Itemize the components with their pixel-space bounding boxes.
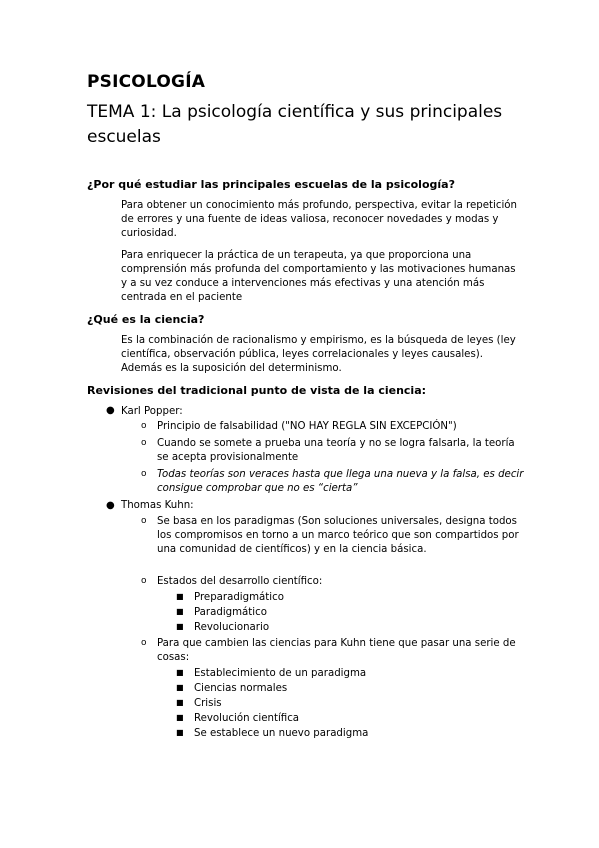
bullet-square-icon: ■ xyxy=(176,728,184,737)
paragraph-why-study-2: Para enriquecer la práctica de un terapeuta, ya que proporciona una comprensión más profunda del comportamiento y las motivaciones humanas y a su vez conduce a intervenciones más efectivas y una atención más centrada en el paciente xyxy=(121,250,516,303)
list-item-kuhn-3: Para que cambien las ciencias para Kuhn tiene que pasar una serie de cosas: xyxy=(157,638,516,663)
list-item-popper-2: Cuando se somete a prueba una teoría y no se logra falsarla, la teoría se acepta provisionalmente xyxy=(157,438,515,463)
list-item-popper: Karl Popper: xyxy=(121,406,183,417)
list-item-kuhn: Thomas Kuhn: xyxy=(121,500,194,511)
bullet-disc-icon: ● xyxy=(106,405,115,416)
bullet-circle-icon: o xyxy=(141,576,147,586)
paragraph-what-is-science: Es la combinación de racionalismo y empirismo, es la búsqueda de leyes (ley científica, observación pública, leyes correlacionales y leyes causales). Además es la suposición del determinismo. xyxy=(121,335,516,374)
bullet-square-icon: ■ xyxy=(176,683,184,692)
bullet-square-icon: ■ xyxy=(176,698,184,707)
list-item-kuhn-1: Se basa en los paradigmas (Son soluciones universales, designa todos los compromisos en torno a un marco teórico que son compartidos por una comunidad de científicos) y en la ciencia básica. xyxy=(157,516,519,555)
section-heading-revisions: Revisiones del tradicional punto de vista de la ciencia: xyxy=(87,384,427,397)
bullet-circle-icon: o xyxy=(141,469,147,479)
bullet-square-icon: ■ xyxy=(176,713,184,722)
bullet-circle-icon: o xyxy=(141,638,147,648)
bullet-square-icon: ■ xyxy=(176,592,184,601)
list-item-popper-1: Principio de falsabilidad ("NO HAY REGLA SIN EXCEPCIÓN") xyxy=(157,421,457,432)
list-item-step: Se establece un nuevo paradigma xyxy=(194,728,369,739)
list-item-stage: Revolucionario xyxy=(194,622,270,633)
bullet-disc-icon: ● xyxy=(106,500,115,511)
list-item-step: Crisis xyxy=(194,698,222,709)
document-title: PSICOLOGÍA xyxy=(87,72,206,92)
section-heading-why-study: ¿Por qué estudiar las principales escuelas de la psicología? xyxy=(87,178,455,191)
topic-title: TEMA 1: La psicología científica y sus principales escuelas xyxy=(87,102,503,147)
list-item-step: Revolución científica xyxy=(194,713,300,724)
bullet-square-icon: ■ xyxy=(176,622,184,631)
section-heading-what-is-science: ¿Qué es la ciencia? xyxy=(87,313,205,326)
bullet-square-icon: ■ xyxy=(176,607,184,616)
list-item-popper-3: Todas teorías son veraces hasta que llega una nueva y la falsa, es decir consigue comprobar que no es “cierta” xyxy=(157,469,524,494)
bullet-circle-icon: o xyxy=(141,516,147,526)
bullet-circle-icon: o xyxy=(141,421,147,431)
list-item-step: Establecimiento de un paradigma xyxy=(194,668,367,679)
bullet-circle-icon: o xyxy=(141,438,147,448)
bullet-square-icon: ■ xyxy=(176,668,184,677)
paragraph-why-study-1: Para obtener un conocimiento más profundo, perspectiva, evitar la repetición de errores y una fuente de ideas valiosa, reconocer novedades y modas y curiosidad. xyxy=(121,200,517,239)
list-item-stage: Paradigmático xyxy=(194,607,267,618)
list-item-step: Ciencias normales xyxy=(194,683,288,694)
list-item-stage: Preparadigmático xyxy=(194,592,284,603)
list-item-kuhn-2: Estados del desarrollo científico: xyxy=(157,576,323,587)
